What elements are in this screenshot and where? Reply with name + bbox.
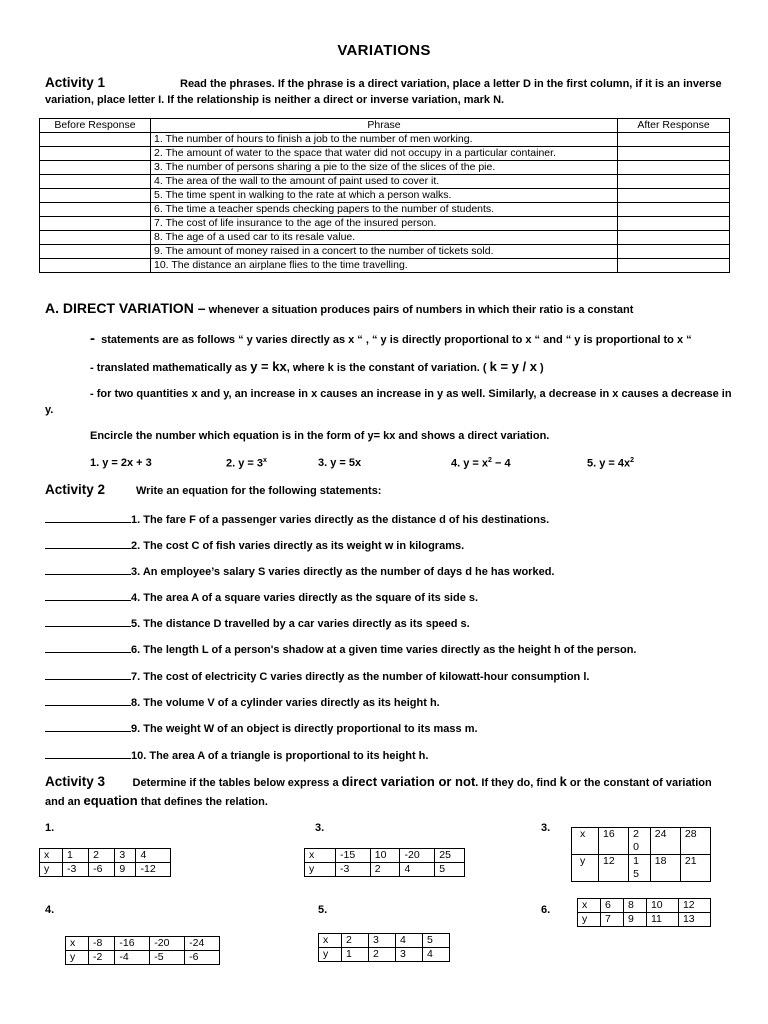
phrase-cell: 4. The area of the wall to the amount of paint used to cover it. [151, 175, 618, 189]
x-row [578, 899, 711, 913]
cell: 9 [623, 913, 646, 927]
phrase-cell: 10. The distance an airplane flies to the time travelling. [151, 259, 618, 273]
phrase-cell: 8. The age of a used car to its resale value. [151, 231, 618, 245]
cell: -15 [336, 849, 371, 863]
answer-blank[interactable] [45, 695, 131, 706]
cell: 13 [678, 913, 710, 927]
cell: x [305, 849, 336, 863]
cell: -3 [336, 863, 371, 877]
cell: 4 [423, 948, 450, 962]
choice-3[interactable]: 3. y = 5x [318, 457, 362, 469]
table-number: 4. [45, 904, 55, 916]
cell: x [40, 849, 63, 863]
cell: 4 [136, 849, 171, 863]
activity2-instruction: Write an equation for the following statements: [136, 485, 382, 497]
activity3-instr2-b: equation [83, 793, 138, 808]
cell: 24 [650, 828, 680, 855]
before-cell[interactable] [40, 161, 151, 175]
table-number: 5. [318, 904, 328, 916]
cell: x [578, 899, 601, 913]
bullet-dash: - [90, 330, 95, 347]
activity2-item: 7. The cost of electricity C varies directly as the number of kilowatt-hour consumption l. [45, 669, 589, 683]
bullet-increase-line1: - for two quantities x and y, an increase in x causes an increase in y as well. Similarly, a decrease in x causes a decrease in [90, 388, 732, 400]
cell: 1 [342, 948, 369, 962]
activity1-instruction-2: variation, place letter I. If the relationship is neither a direct or inverse variation, mark N. [45, 94, 505, 106]
cell: y [572, 855, 599, 882]
cell: -2 [89, 951, 115, 965]
cell: 5 [423, 934, 450, 948]
phrase-cell: 3. The number of persons sharing a pie to the size of the slices of the pie. [151, 161, 618, 175]
phrase-cell: 7. The cost of life insurance to the age of the insured person. [151, 217, 618, 231]
before-cell[interactable] [40, 189, 151, 203]
encircle-instruction: Encircle the number which equation is in the form of y= kx and shows a direct variation. [90, 430, 550, 442]
activity2-item: 5. The distance D travelled by a car varies directly as its speed s. [45, 616, 470, 630]
cell: x [572, 828, 599, 855]
xy-table-2 [304, 848, 465, 877]
header-before: Before Response [40, 119, 151, 133]
choice-4[interactable]: 4. $y = x^2 - 4$ [451, 457, 511, 470]
activity2-item: 8. The volume V of a cylinder varies directly as its height h. [45, 695, 440, 709]
y-row [578, 913, 711, 927]
table-number: 3. [315, 822, 325, 834]
activity1-label: Activity 1 [45, 75, 106, 90]
y-row [40, 863, 171, 877]
before-cell[interactable] [40, 231, 151, 245]
choice-2[interactable]: 2. $y = 3^x$ [226, 457, 267, 470]
cell: -24 [185, 937, 220, 951]
before-cell[interactable] [40, 259, 151, 273]
table-row [40, 259, 730, 273]
cell: 1 5 [629, 855, 651, 882]
table-row [40, 203, 730, 217]
cell: 2 0 [629, 828, 651, 855]
xy-table-3 [571, 827, 711, 882]
x-row [305, 849, 465, 863]
xy-table-5 [318, 933, 450, 962]
activity3-instr-b: direct variation or not [341, 774, 476, 789]
before-cell[interactable] [40, 203, 151, 217]
answer-blank[interactable] [45, 642, 131, 653]
cell: 1 [63, 849, 89, 863]
xy-table-1 [39, 848, 171, 877]
cell: 25 [435, 849, 465, 863]
table-row [40, 245, 730, 259]
before-cell[interactable] [40, 175, 151, 189]
phrase-table [39, 118, 730, 273]
page-title: VARIATIONS [337, 42, 431, 59]
bullet-translation [90, 359, 544, 374]
y-row [572, 855, 711, 882]
answer-blank[interactable] [45, 669, 131, 680]
header-after: After Response [618, 119, 730, 133]
y-row [66, 951, 220, 965]
cell: -20 [400, 849, 435, 863]
y-row [319, 948, 450, 962]
before-cell[interactable] [40, 217, 151, 231]
cell: 3 [115, 849, 136, 863]
after-cell[interactable] [618, 203, 730, 217]
cell: 11 [646, 913, 678, 927]
activity3-instr-c: . If they do, find [475, 777, 557, 789]
cell: 2 [89, 849, 115, 863]
cell: 16 [599, 828, 629, 855]
table-row [40, 189, 730, 203]
after-cell[interactable] [618, 189, 730, 203]
answer-blank[interactable] [45, 748, 131, 759]
bullet-increase-line2: y. [45, 404, 54, 416]
cell: -5 [150, 951, 185, 965]
activity2-item: 2. The cost C of fish varies directly as its weight w in kilograms. [45, 538, 464, 552]
cell: 12 [599, 855, 629, 882]
table-number: 6. [541, 904, 551, 916]
phrase-cell: 2. The amount of water to the space that water did not occupy in a particular container. [151, 147, 618, 161]
cell: -6 [89, 863, 115, 877]
cell: 21 [680, 855, 710, 882]
cell: -4 [115, 951, 150, 965]
cell: y [578, 913, 601, 927]
phrase-cell: 9. The amount of money raised in a concert to the number of tickets sold. [151, 245, 618, 259]
cell: 6 [601, 899, 624, 913]
cell: x [319, 934, 342, 948]
cell: -8 [89, 937, 115, 951]
choice-1[interactable]: 1. y = 2x + 3 [90, 457, 152, 469]
table-number: 3. [541, 822, 551, 834]
activity1-instruction-1: Read the phrases. If the phrase is a direct variation, place a letter D in the first column, if it is an inverse [180, 78, 722, 90]
after-cell[interactable] [618, 147, 730, 161]
after-cell[interactable] [618, 217, 730, 231]
header-phrase: Phrase [151, 119, 618, 133]
activity2-item: 1. The fare F of a passenger varies directly as the distance d of his destinations. [45, 512, 549, 526]
activity2-item: 9. The weight W of an object is directly proportional to its mass m. [45, 721, 478, 735]
after-cell[interactable] [618, 175, 730, 189]
after-cell[interactable] [618, 161, 730, 175]
cell: -12 [136, 863, 171, 877]
answer-blank[interactable] [45, 590, 131, 601]
activity3-instr2-a: and an [45, 796, 81, 808]
activity2-item: 6. The length L of a person's shadow at a given time varies directly as the height h of the person. [45, 642, 636, 656]
answer-blank[interactable] [45, 721, 131, 732]
equation-k-y-x: k = y / x [489, 359, 537, 374]
activity3-instr-e: or the constant of variation [569, 777, 712, 789]
cell: 12 [678, 899, 710, 913]
activity3-instr-d: k [559, 774, 567, 789]
choice-5[interactable]: 5. $y = 4x^2$ [587, 457, 635, 470]
activity2-item: 4. The area A of a square varies directly as the square of its side s. [45, 590, 478, 604]
bullet-statements [90, 330, 692, 347]
phrase-table-header [40, 119, 730, 133]
cell: y [319, 948, 342, 962]
after-cell[interactable] [618, 259, 730, 273]
cell: 3 [369, 934, 396, 948]
cell: 4 [400, 863, 435, 877]
y-row [305, 863, 465, 877]
table-number: 1. [45, 822, 55, 834]
activity2-item: 3. An employee’s salary S varies directly as the number of days d he has worked. [45, 564, 554, 578]
activity3-line1 [45, 774, 712, 789]
after-cell[interactable] [618, 231, 730, 245]
phrase-cell: 6. The time a teacher spends checking papers to the number of students. [151, 203, 618, 217]
before-cell[interactable] [40, 245, 151, 259]
cell: -16 [115, 937, 150, 951]
cell: x [66, 937, 89, 951]
answer-blank[interactable] [45, 564, 131, 575]
cell: -6 [185, 951, 220, 965]
phrase-cell: 1. The number of hours to finish a job to the number of men working. [151, 133, 618, 147]
table-row [40, 147, 730, 161]
cell: -3 [63, 863, 89, 877]
cell: 9 [115, 863, 136, 877]
cell: 10 [370, 849, 400, 863]
bullet-statements-text: statements are as follows “ y varies directly as x “ , “ y is directly proportional to x “ and “ y is proportional to x “ [101, 334, 692, 346]
x-row [40, 849, 171, 863]
cell: y [40, 863, 63, 877]
cell: 8 [623, 899, 646, 913]
x-row [319, 934, 450, 948]
direct-variation-heading: A. DIRECT VARIATION – [45, 300, 206, 316]
cell: 2 [370, 863, 400, 877]
cell: 7 [601, 913, 624, 927]
cell: 28 [680, 828, 710, 855]
bullet-translation-mid: , where k is the constant of variation. ( [286, 362, 487, 374]
activity3-instr2-c: that defines the relation. [140, 796, 268, 808]
cell: y [305, 863, 336, 877]
after-cell[interactable] [618, 245, 730, 259]
table-row [40, 217, 730, 231]
x-row [66, 937, 220, 951]
answer-blank[interactable] [45, 538, 131, 549]
xy-table-6 [577, 898, 711, 927]
xy-table-4 [65, 936, 220, 965]
cell: 10 [646, 899, 678, 913]
cell: 5 [435, 863, 465, 877]
table-row [40, 133, 730, 147]
table-row [40, 161, 730, 175]
equation-y-kx: y = kx [250, 359, 287, 374]
bullet-translation-pre: - translated mathematically as [90, 362, 248, 374]
after-cell[interactable] [618, 133, 730, 147]
before-cell[interactable] [40, 133, 151, 147]
cell: -20 [150, 937, 185, 951]
activity3-label: Activity 3 [45, 774, 106, 789]
cell: 4 [396, 934, 423, 948]
answer-blank[interactable] [45, 616, 131, 627]
bullet-translation-end: ) [540, 362, 544, 374]
cell: 3 [396, 948, 423, 962]
direct-variation-definition: whenever a situation produces pairs of numbers in which their ratio is a constant [208, 304, 634, 316]
activity2-label: Activity 2 [45, 482, 106, 497]
table-row [40, 175, 730, 189]
answer-blank[interactable] [45, 512, 131, 523]
x-row [572, 828, 711, 855]
table-row [40, 231, 730, 245]
cell: 18 [650, 855, 680, 882]
activity2-item: 10. The area A of a triangle is proportional to its height h. [45, 748, 428, 762]
activity3-instr-a: Determine if the tables below express a [132, 777, 339, 789]
direct-variation-heading-line [45, 300, 633, 316]
cell: y [66, 951, 89, 965]
before-cell[interactable] [40, 147, 151, 161]
cell: 2 [369, 948, 396, 962]
activity3-line2 [45, 793, 268, 808]
phrase-cell: 5. The time spent in walking to the rate at which a person walks. [151, 189, 618, 203]
cell: 2 [342, 934, 369, 948]
